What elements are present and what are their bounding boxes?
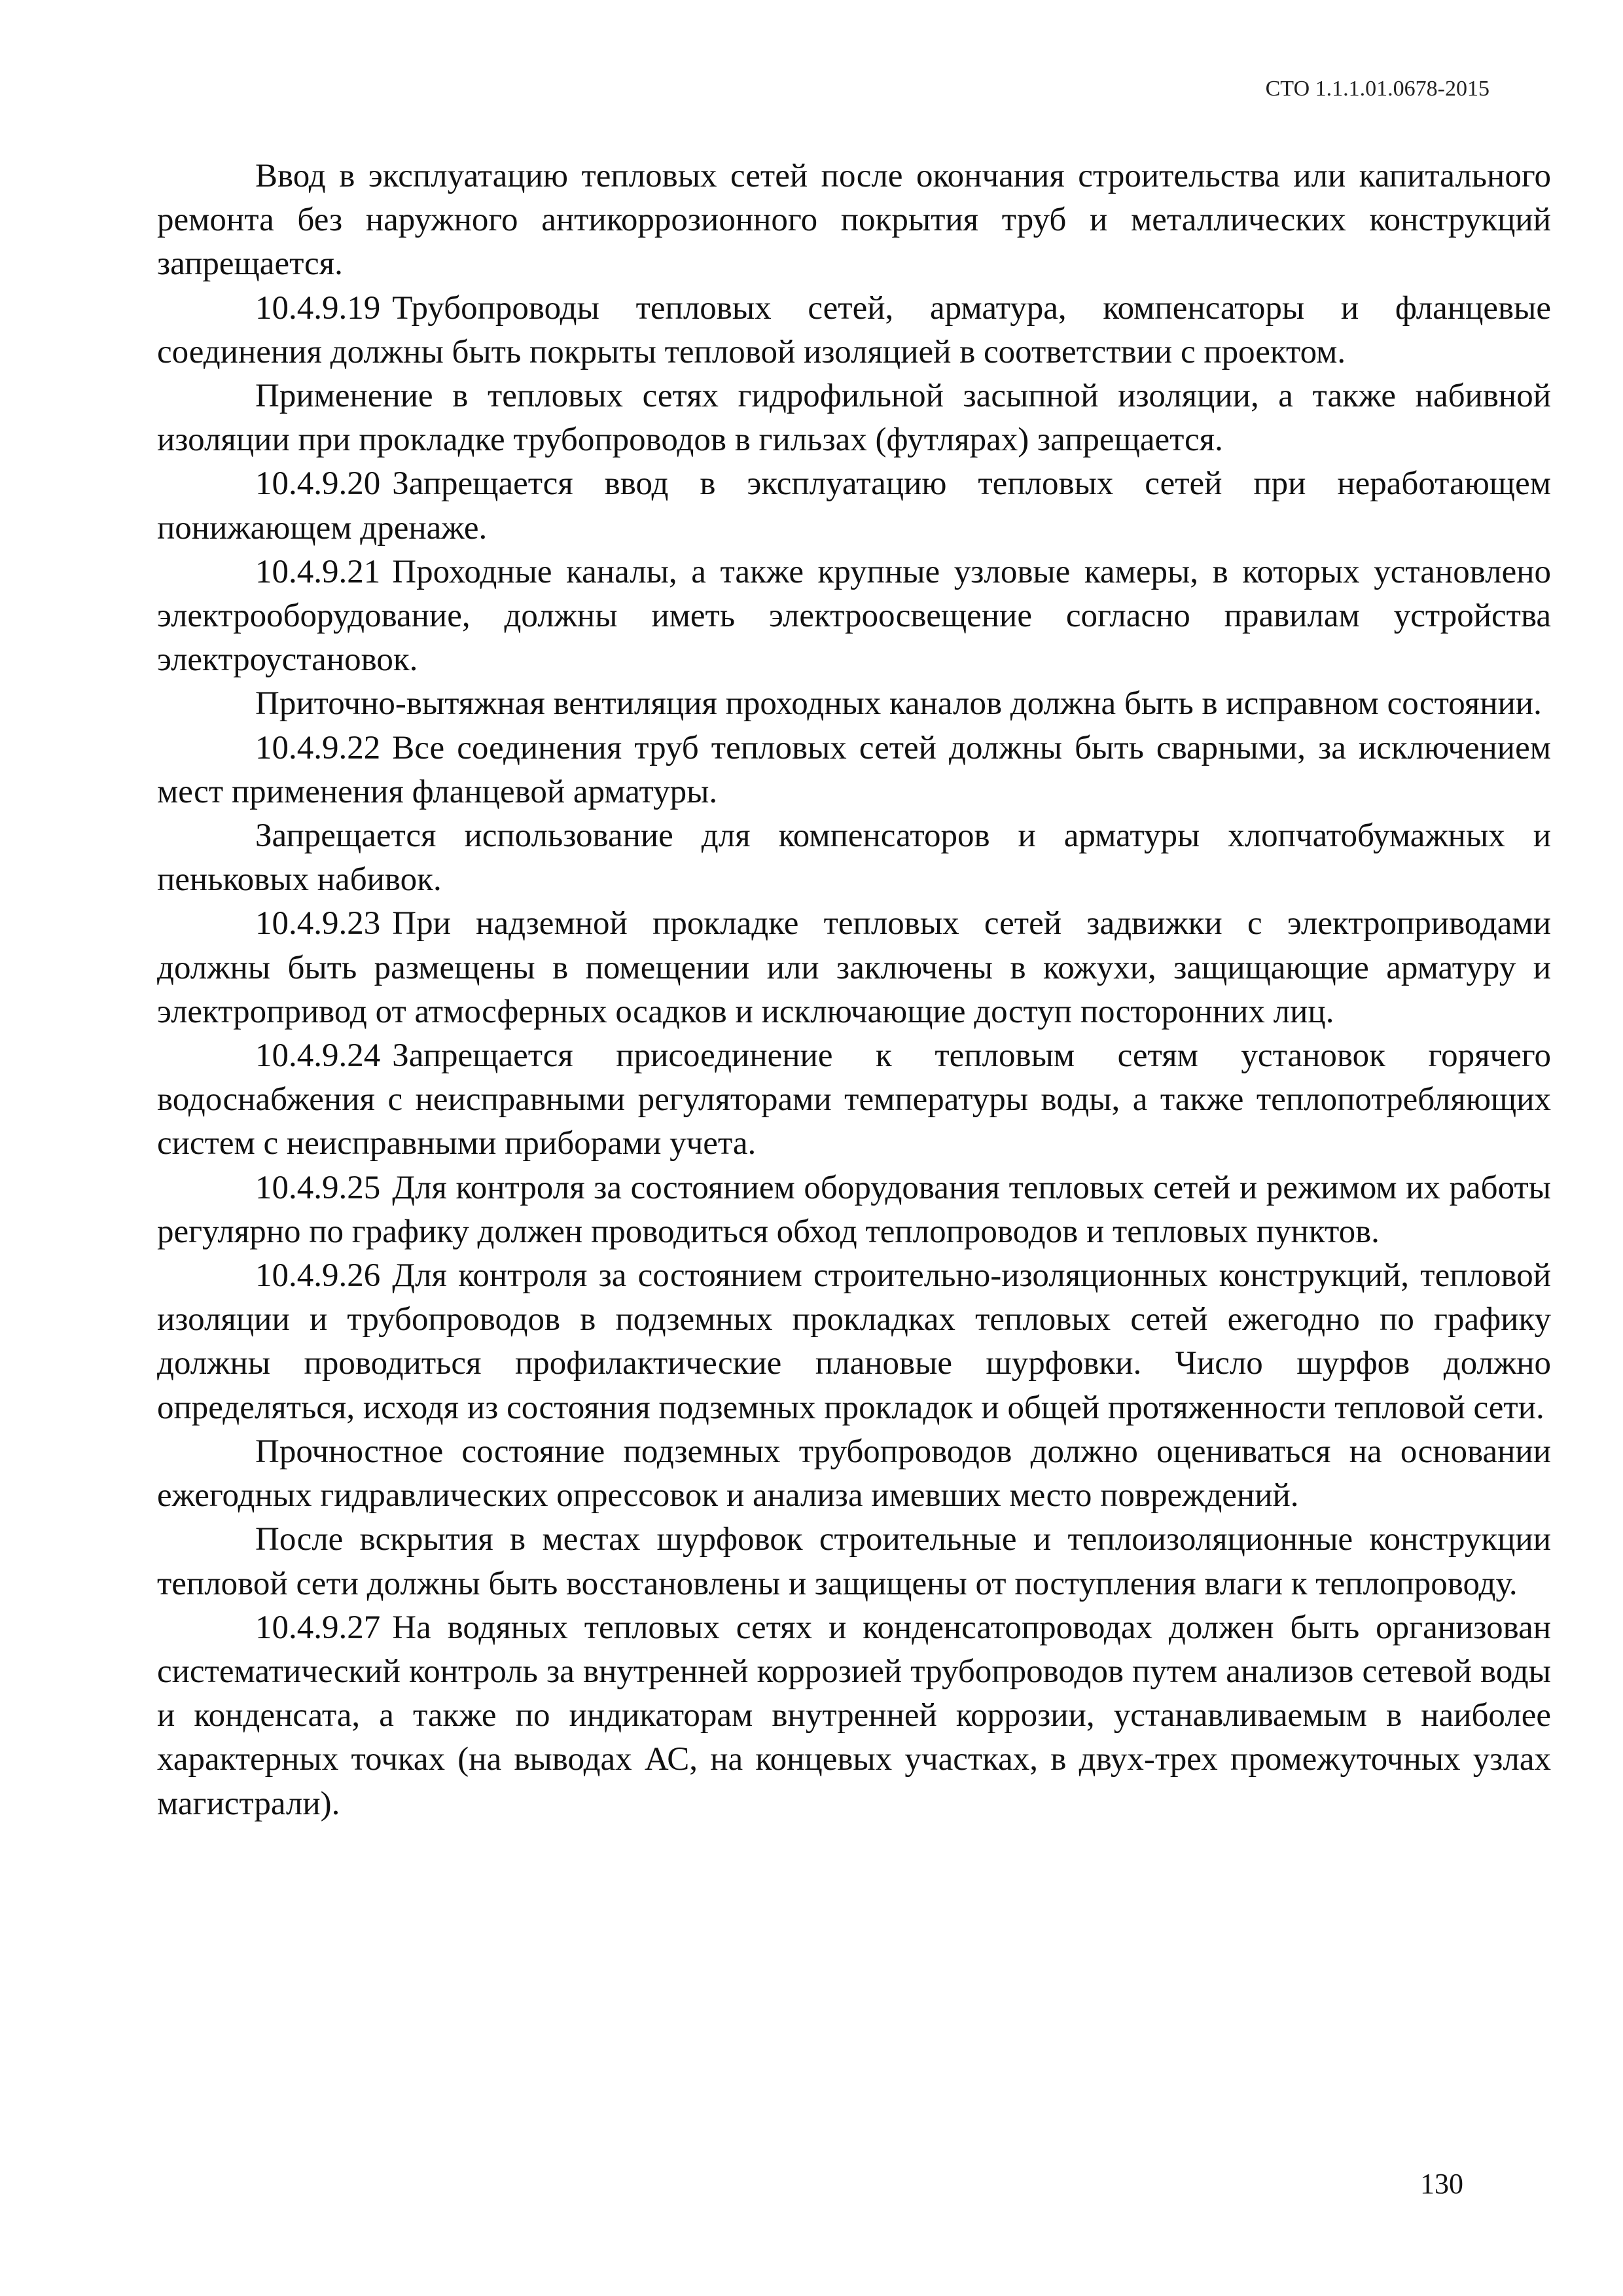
- paragraph: [157, 1254, 1551, 1430]
- paragraph-text: Для контроля за состоянием строительно-изоляционных конструкций, тепловой изоляции и трубопроводов в подземных прокладках тепловых сетей ежегодно по графику должны проводиться профилактические плановые шурфовки. Число шурфов должно определяться, исходя из состояния подземных прокладок и общей протяженности тепловой сети.: [157, 1257, 1551, 1426]
- paragraph-text: После вскрытия в местах шурфовок строительные и теплоизоляционные конструкции тепловой сети должны быть восстановлены и защищены от поступления влаги к теплопроводу.: [157, 1521, 1551, 1602]
- clause-number: 10.4.9.20: [255, 465, 381, 503]
- paragraph: [157, 814, 1551, 902]
- clause-number: 10.4.9.24: [255, 1037, 381, 1075]
- paragraph-text: Все соединения труб тепловых сетей должны быть сварными, за исключением мест применения фланцевой арматуры.: [157, 729, 1551, 810]
- paragraph: [157, 1430, 1551, 1518]
- paragraph-text: Трубопроводы тепловых сетей, арматура, компенсаторы и фланцевые соединения должны быть покрыты тепловой изоляцией в соответствии с проектом.: [157, 289, 1551, 370]
- paragraph: [157, 1034, 1551, 1166]
- clause-number: 10.4.9.25: [255, 1169, 381, 1206]
- clause-number: 10.4.9.26: [255, 1257, 381, 1295]
- clause-number: 10.4.9.27: [255, 1609, 381, 1646]
- paragraph: [157, 726, 1551, 814]
- paragraph: [157, 682, 1551, 726]
- document-code: СТО 1.1.1.01.0678-2015: [1265, 77, 1489, 101]
- paragraph-text: Применение в тепловых сетях гидрофильной засыпной изоляции, а также набивной изоляции при прокладке трубопроводов в гильзах (футлярах) запрещается.: [157, 378, 1551, 459]
- paragraph-text: Проходные каналы, а также крупные узловые камеры, в которых установлено электрооборудование, должны иметь электроосвещение согласно правилам устройства электроустановок.: [157, 553, 1551, 679]
- paragraph-text: Прочностное состояние подземных трубопроводов должно оцениваться на основании ежегодных гидравлических опрессовок и анализа имевших место повреждений.: [157, 1433, 1551, 1515]
- paragraph-text: Запрещается ввод в эксплуатацию тепловых сетей при неработающем понижающем дренаже.: [157, 465, 1551, 547]
- body-text: [157, 154, 1551, 1826]
- clause-number: 10.4.9.19: [255, 289, 381, 327]
- paragraph: [157, 154, 1551, 287]
- paragraph-text: Запрещается использование для компенсаторов и арматуры хлопчатобумажных и пеньковых набивок.: [157, 817, 1551, 899]
- paragraph: [157, 902, 1551, 1034]
- paragraph-text: Запрещается присоединение к тепловым сетям установок горячего водоснабжения с неисправными регуляторами температуры воды, а также теплопотребляющих систем с неисправными приборами учета.: [157, 1037, 1551, 1162]
- paragraph-text: При надземной прокладке тепловых сетей задвижки с электроприводами должны быть размещены в помещении или заключены в кожухи, защищающие арматуру и электропривод от атмосферных осадков и исключающие доступ посторонних лиц.: [157, 905, 1551, 1030]
- paragraph-text: Приточно-вытяжная вентиляция проходных каналов должна быть в исправном состоянии.: [255, 685, 1542, 723]
- paragraph: [157, 287, 1551, 374]
- clause-number: 10.4.9.23: [255, 905, 381, 942]
- clause-number: 10.4.9.22: [255, 729, 381, 766]
- paragraph: [157, 462, 1551, 550]
- paragraph-text: На водяных тепловых сетях и конденсатопроводах должен быть организован систематический контроль за внутренней коррозией трубопроводов путем анализов сетевой воды и конденсата, а также по индикаторам внутренней коррозии, устанавливаемым в наиболее характерных точках (на выводах АС, на концевых участках, в двух-трех промежуточных узлах магистрали).: [157, 1609, 1551, 1822]
- page-number: 130: [1420, 2168, 1463, 2200]
- paragraph: [157, 374, 1551, 462]
- paragraph-text: Ввод в эксплуатацию тепловых сетей после окончания строительства или капитального ремонта без наружного антикоррозионного покрытия труб и металлических конструкций запрещается.: [157, 158, 1551, 283]
- paragraph: [157, 1166, 1551, 1254]
- paragraph-text: Для контроля за состоянием оборудования тепловых сетей и режимом их работы регулярно по графику должен проводиться обход теплопроводов и тепловых пунктов.: [157, 1169, 1551, 1250]
- clause-number: 10.4.9.21: [255, 553, 381, 590]
- paragraph: [157, 1606, 1551, 1826]
- paragraph: [157, 1518, 1551, 1605]
- paragraph: [157, 550, 1551, 683]
